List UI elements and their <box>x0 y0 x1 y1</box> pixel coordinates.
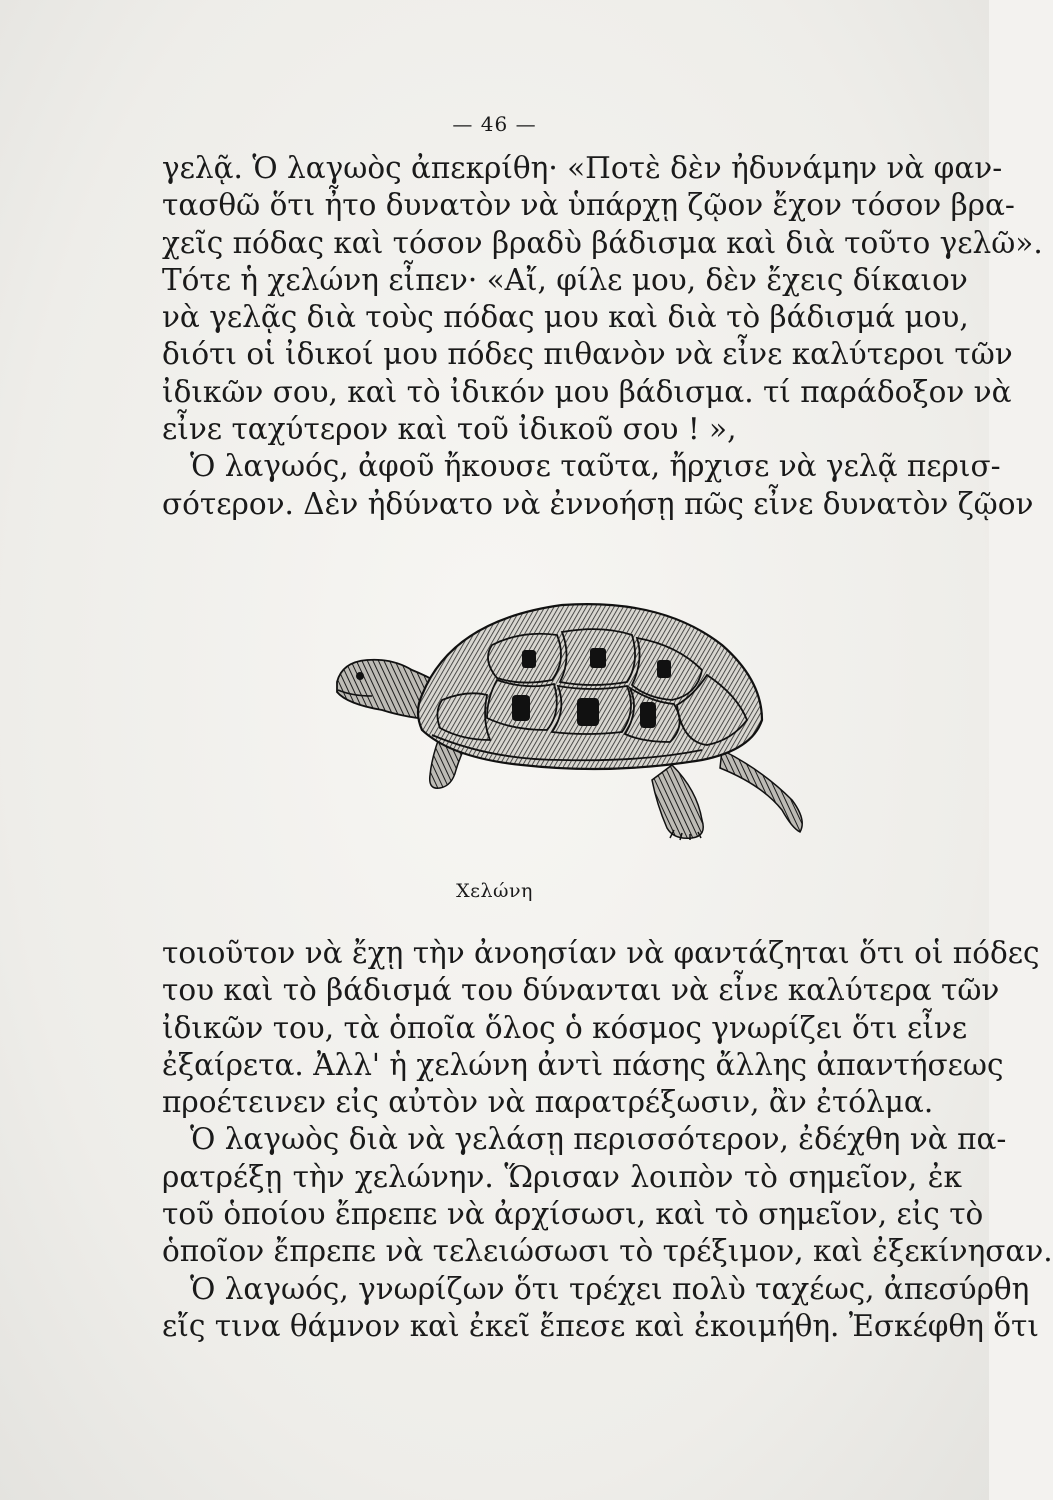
text-block-top <box>162 150 1043 523</box>
text-line: χεῖς πόδας καὶ τόσον βραδὺ βάδισμα καὶ διὰ τοῦτο γελῶ». <box>162 225 1043 260</box>
text-line: τοιοῦτον νὰ ἔχῃ τὴν ἀνοησίαν νὰ φαντάζηται ὅτι οἱ πόδες <box>162 936 1040 970</box>
figure-caption: Χελώνη <box>456 880 533 902</box>
text-line: τοῦ ὁποίου ἔπρεπε νὰ ἀρχίσωσι, καὶ τὸ σημεῖον, εἰς τὸ <box>162 1197 984 1232</box>
text-line: γελᾷ. Ὁ λαγωὸς ἀπεκρίθη· «Ποτὲ δὲν ἠδυνάμην νὰ φαν- <box>162 151 1003 185</box>
page-number: — 46 — <box>452 112 537 136</box>
text-line: σότερον. Δὲν ἠδύνατο νὰ ἐννοήσῃ πῶς εἶνε δυνατὸν ζῷον <box>162 486 1034 521</box>
text-line: εἶνε ταχύτερον καὶ τοῦ ἰδικοῦ σου ! », <box>162 412 737 447</box>
text-line: Τότε ἡ χελώνη εἶπεν· «Αἴ, φίλε μου, δὲν ἔχεις δίκαιον <box>162 262 968 297</box>
text-line: εἴς τινα θάμνον καὶ ἐκεῖ ἔπεσε καὶ ἐκοιμήθη. Ἐσκέφθη ὅτι <box>162 1308 1039 1343</box>
text-line: τασθῶ ὅτι ἦτο δυνατὸν νὰ ὑπάρχῃ ζῷον ἔχον τόσον βρα- <box>162 188 1015 223</box>
text-line: ἐξαίρετα. Ἀλλ' ἡ χελώνη ἀντὶ πάσης ἄλλης ἀπαντήσεως <box>162 1047 1004 1082</box>
text-line: ἰδικῶν του, τὰ ὁποῖα ὅλος ὁ κόσμος γνωρίζει ὅτι εἶνε <box>162 1010 968 1045</box>
text-line: ὁποῖον ἔπρεπε νὰ τελειώσωσι τὸ τρέξιμον, καὶ ἐξεκίνησαν. <box>162 1234 1053 1269</box>
text-block-bottom <box>162 935 1053 1345</box>
text-line: Ὁ λαγωός, γνωρίζων ὅτι τρέχει πολὺ ταχέως, ἀπεσύρθη <box>190 1271 1030 1306</box>
text-line: ἰδικῶν σου, καὶ τὸ ἰδικόν μου βάδισμα. τί παράδοξον νὰ <box>162 374 1012 409</box>
text-line: Ὁ λαγωὸς διὰ νὰ γελάσῃ περισσότερον, ἐδέχθη νὰ πα- <box>190 1122 1007 1157</box>
text-line: προέτεινεν εἰς αὐτὸν νὰ παρατρέξωσιν, ἂν ἐτόλμα. <box>162 1085 934 1120</box>
text-line: του καὶ τὸ βάδισμά του δύνανται νὰ εἶνε καλύτερα τῶν <box>162 973 1000 1008</box>
tortoise-illustration <box>322 600 812 840</box>
text-line: διότι οἱ ἰδικοί μου πόδες πιθανὸν νὰ εἶνε καλύτεροι τῶν <box>162 337 1013 372</box>
text-line: ρατρέξῃ τὴν χελώνην. Ὥρισαν λοιπὸν τὸ σημεῖον, ἐκ <box>162 1159 962 1194</box>
text-line: Ὁ λαγωός, ἀφοῦ ἤκουσε ταῦτα, ἤρχισε νὰ γελᾷ περισ- <box>190 449 1001 484</box>
text-line: νὰ γελᾷς διὰ τοὺς πόδας μου καὶ διὰ τὸ βάδισμά μου, <box>162 300 969 335</box>
